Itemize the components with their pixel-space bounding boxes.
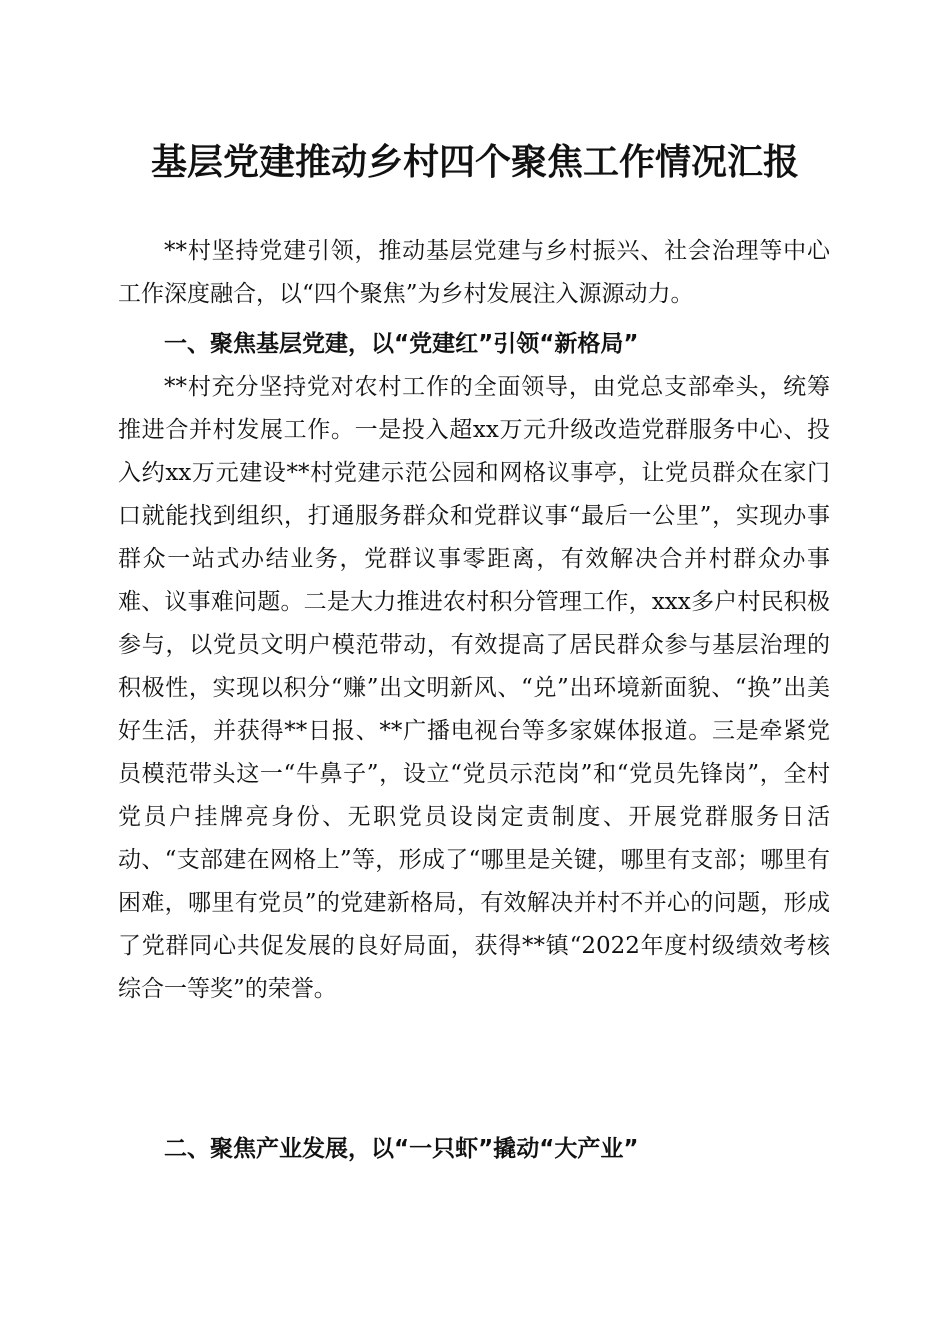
- section-1-heading: 一、聚焦基层党建，以“党建红”引领“新格局”: [164, 331, 639, 357]
- document-title: 基层党建推动乡村四个聚焦工作情况汇报: [150, 141, 799, 183]
- section-1-paragraph: **村充分坚持党对农村工作的全面领导，由党总支部牵头，统筹推进合并村发展工作。一是投入超xx万元升级改造党群服务中心、投入约xx万元建设**村党建示范公园和网格议事亭，让党员群众在家门口就能找到组织，打通服务群众和党群议事“最后一公里”，实现办事群众一站式办结业务，党群议事零距离，有效解决合并村群众办事难、议事难问题。二是大力推进农村积分管理工作，xxx多户村民积极参与，以党员文明户模范带动，有效提高了居民群众参与基层治理的积极性，实现以积分“赚”出文明新风、“兑”出环境新面貌、“换”出美好生活，并获得**日报、**广播电视台等多家媒体报道。三是牵紧党员模范带头这一“牛鼻子”，设立“党员示范岗”和“党员先锋岗”，全村党员户挂牌亮身份、无职党员设岗定责制度、开展党群服务日活动、“支部建在网格上”等，形成了“哪里是关键，哪里有支部；哪里有困难，哪里有党员”的党建新格局，有效解决并村不并心的问题，形成了党群同心共促发展的良好局面，获得**镇“2022年度村级绩效考核综合一等奖”的荣誉。: [118, 374, 830, 1002]
- intro-paragraph: **村坚持党建引领，推动基层党建与乡村振兴、社会治理等中心工作深度融合，以“四个聚焦”为乡村发展注入源源动力。: [118, 238, 830, 307]
- section-2-heading: 二、聚焦产业发展，以“一只虾”撬动“大产业”: [164, 1136, 639, 1162]
